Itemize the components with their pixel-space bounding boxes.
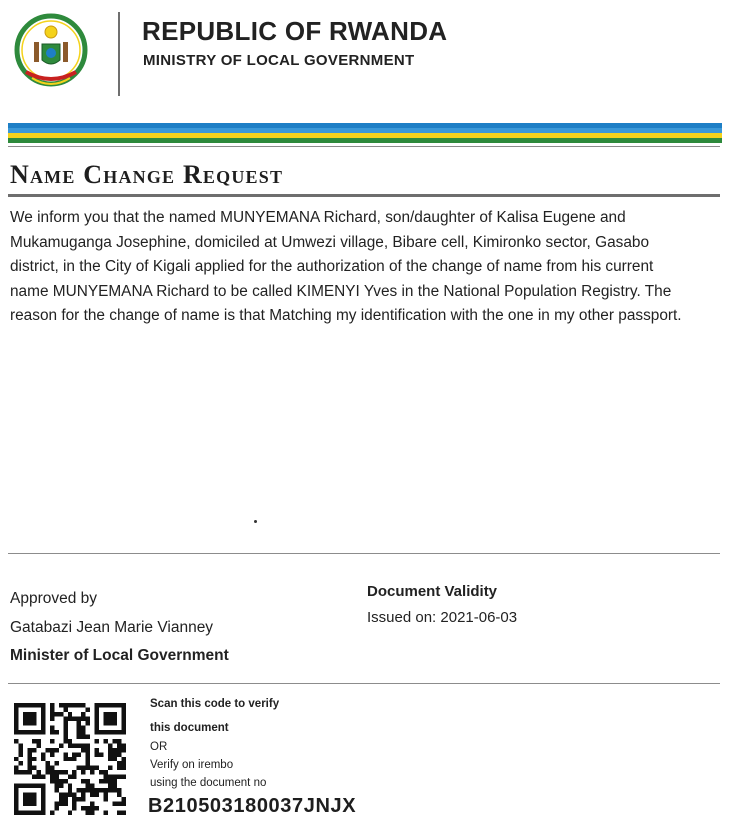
title-underline	[8, 194, 720, 197]
verify-doc-no-label: using the document no	[150, 777, 267, 789]
verify-instruction-2: this document	[150, 722, 229, 734]
approver-name: Gatabazi Jean Marie Vianney	[10, 619, 214, 636]
request-paragraph: We inform you that the named MUNYEMANA Richard, son/daughter of Kalisa Eugene and Mukamuganga Josephine, domiciled at Umwezi village, Bibare cell, Kimironko sector, Gasabo district, in the City of Kigali applied for the authorization of the change of name from his current name MUNYEMANA Richard to be called KIMENYI Yves in the National Population Registry. The reason for the change of name is that Matching my identification with the one in my other passport.	[10, 209, 682, 324]
verify-irembo: Verify on irembo	[150, 759, 234, 771]
header-divider	[118, 12, 120, 96]
verify-or: OR	[150, 741, 168, 753]
divider-top	[8, 146, 720, 147]
rwanda-coat-of-arms-icon	[12, 10, 90, 96]
verify-instruction-1: Scan this code to verify	[150, 698, 280, 710]
issued-date: Issued on: 2021-06-03	[367, 609, 518, 626]
approved-by-label: Approved by	[10, 590, 98, 607]
document-validity-label: Document Validity	[367, 583, 498, 600]
flag-stripes	[8, 123, 722, 143]
qr-code-icon[interactable]	[14, 703, 126, 815]
stray-mark	[254, 520, 257, 523]
divider-middle	[8, 553, 720, 554]
document-title: Name Change Request	[10, 160, 284, 189]
document-number: B210503180037JNJX	[148, 795, 357, 817]
republic-title: REPUBLIC OF RWANDA	[142, 16, 448, 46]
ministry-title: MINISTRY OF LOCAL GOVERNMENT	[143, 52, 415, 69]
divider-bottom	[8, 683, 720, 684]
approver-title: Minister of Local Government	[10, 647, 229, 664]
